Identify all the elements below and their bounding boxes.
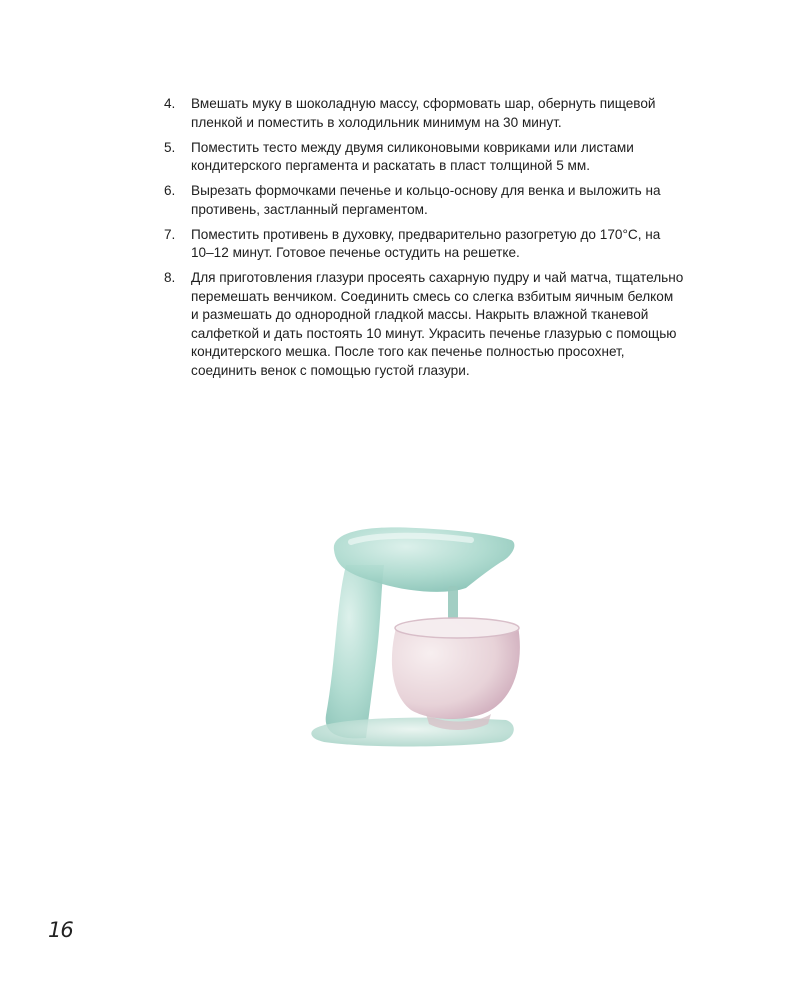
- step-text: Для приготовления глазури просеять сахарную пудру и чай матча, тщательно перемешать венчиком. Соединить смесь со слегка взбитым яичным белком и размешать до однородной гладкой массы. Накрыть влажной тканевой салфеткой и дать постоять 10 минут. Украсить печенье глазурью с помощью кондитерского мешка. После того как печенье полностью просохнет, соединить венок с помощью густой глазури.: [191, 270, 684, 378]
- step-number: 6.: [164, 183, 176, 198]
- mixer-bowl-rim: [395, 618, 519, 638]
- step-number: 8.: [164, 270, 176, 285]
- step-text: Вмешать муку в шоколадную массу, сформовать шар, обернуть пищевой пленкой и поместить в холодильник минимум на 30 минут.: [191, 96, 656, 130]
- stand-mixer-illustration: [296, 510, 546, 780]
- recipe-step-5: [164, 139, 684, 176]
- recipe-step-8: [164, 269, 684, 380]
- recipe-step-7: [164, 226, 684, 263]
- step-number: 5.: [164, 139, 176, 155]
- step-text: Поместить противень в духовку, предварительно разогретую до 170°С, на 10–12 минут. Готовое печенье остудить на решетке.: [191, 226, 661, 260]
- step-number: 7.: [164, 226, 176, 242]
- mixer-beater: [448, 586, 458, 620]
- mixer-column: [326, 565, 384, 738]
- step-text: Поместить тесто между двумя силиконовыми ковриками или листами кондитерского пергамента и раскатать в пласт толщиной 5 мм.: [191, 139, 634, 173]
- page-number: 16: [48, 918, 73, 942]
- step-text: Вырезать формочками печенье и кольцо-основу для венка и выложить на противень, застланный пергаментом.: [191, 183, 661, 217]
- step-number: 4.: [164, 96, 176, 111]
- recipe-steps-list: [164, 95, 684, 387]
- recipe-step-4: [164, 95, 684, 132]
- recipe-step-6: [164, 182, 684, 219]
